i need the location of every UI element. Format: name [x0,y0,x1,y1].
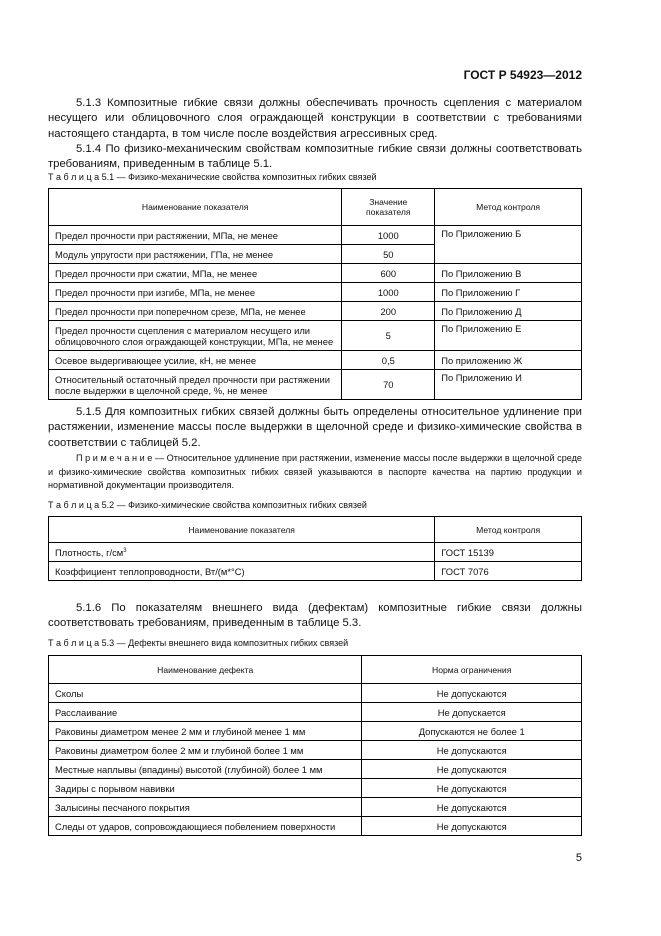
superscript: 3 [123,547,127,554]
table-row [49,226,582,245]
table-row [49,264,582,283]
cell-value: 200 [342,302,435,321]
table-row [49,760,582,779]
paragraph-5-1-4: 5.1.4 По физико-механическим свойствам композитные гибкие связи должны соответствовать требованиям, приведенным в таблице 5.1. [48,143,582,171]
cell-method: По Приложению В [435,264,582,283]
cell-method: По Приложению И [435,370,582,400]
caption-label: Т а б л и ц а [48,638,100,648]
paragraph-5-1-5: 5.1.5 Для композитных гибких связей должны быть определены относительное удлинение при растяжении, изменение массы после выдержки в щелочной среде и физико-химические свойства в соответствии с таблицей 5.2. [48,406,582,449]
cell-name: Предел прочности при сжатии, МПа, не менее [49,264,342,283]
paragraph-5-1-3: 5.1.3 Композитные гибкие связи должны обеспечивать прочность сцепления с материалом несущего или облицовочного слоя ограждающей конструкции в соответствии с требованиями настоящего стандарта, в том числе после воздействия агрессивных сред. [48,97,582,140]
cell-method: По Приложению Г [435,283,582,302]
table-5-3 [48,655,582,836]
cell-method: По Приложению Б [435,226,582,264]
cell-value: 1000 [342,226,435,245]
cell-name: Предел прочности сцепления с материалом несущего или облицовочного слоя ограждающей конструкции, МПа, не менее [49,321,342,351]
cell-defect: Следы от ударов, сопровождающиеся побелением поверхности [49,817,362,836]
cell-norm: Не допускается [362,703,582,722]
table-row [49,562,582,581]
table-row [49,722,582,741]
header-value: Значение показателя [342,189,435,226]
table-5-2-caption [48,500,367,510]
cell-method: По приложению Ж [435,351,582,370]
cell-name: Относительный остаточный предел прочности при растяжении после выдержки в щелочной среде, %, не менее [49,370,342,400]
cell-value: 600 [342,264,435,283]
cell-defect: Расслаивание [49,703,362,722]
table-row [49,684,582,703]
table-header-row [49,189,582,226]
header-name: Наименование показателя [49,517,435,543]
cell-value: 1000 [342,283,435,302]
caption-label: Т а б л и ц а [48,500,100,510]
table-row [49,351,582,370]
cell-name: Осевое выдергивающее усилие, кН, не менее [49,351,342,370]
cell-value: 0,5 [342,351,435,370]
cell-norm: Не допускаются [362,817,582,836]
table-row [49,543,582,562]
cell-defect: Местные наплывы (впадины) высотой (глубиной) более 1 мм [49,760,362,779]
table-row [49,817,582,836]
cell-method: По Приложению Д [435,302,582,321]
header-norm: Норма ограничения [362,656,582,684]
cell-defect: Залысины песчаного покрытия [49,798,362,817]
cell-defect: Сколы [49,684,362,703]
cell-method: ГОСТ 7076 [435,562,582,581]
table-row [49,798,582,817]
caption-text: 5.2 — Физико-химические свойства композитных гибких связей [99,500,367,510]
header-defect: Наименование дефекта [49,656,362,684]
cell-method: ГОСТ 15139 [435,543,582,562]
table-row [49,283,582,302]
cell-defect: Раковины диаметром менее 2 мм и глубиной менее 1 мм [49,722,362,741]
table-row [49,703,582,722]
table-row [49,302,582,321]
caption-text: 5.3 — Дефекты внешнего вида композитных гибких связей [99,638,349,648]
caption-label: Т а б л и ц а [48,172,100,182]
cell-name [49,543,435,562]
table-row [49,741,582,760]
table-header-row [49,517,582,543]
density-label: Плотность, г/см [55,546,124,558]
cell-norm: Не допускаются [362,760,582,779]
cell-defect: Задиры с порывом навивки [49,779,362,798]
note [48,452,582,493]
table-header-row [49,656,582,684]
cell-norm: Не допускаются [362,779,582,798]
cell-value: 70 [342,370,435,400]
header-name: Наименование показателя [49,189,342,226]
table-row [49,321,582,351]
page-number: 5 [575,852,582,864]
table-5-2 [48,516,582,581]
cell-norm: Не допускаются [362,684,582,703]
cell-defect: Раковины диаметром более 2 мм и глубиной более 1 мм [49,741,362,760]
cell-norm: Не допускаются [362,741,582,760]
cell-name: Предел прочности при изгибе, МПа, не менее [49,283,342,302]
note-label: П р и м е ч а н и е [76,453,153,463]
table-row [49,779,582,798]
table-5-1 [48,188,582,400]
paragraph-5-1-6: 5.1.6 По показателям внешнего вида (дефектам) композитные гибкие связи должны соответствовать требованиям, приведенным в таблице 5.3. [48,602,582,630]
cell-value: 5 [342,321,435,351]
note-text: — Относительное удлинение при растяжении, изменение массы после выдержки в щелочной среде и физико-химические свойства композитных гибких связей указываются в паспорте качества на партию продукции и нормативной документации производителя. [48,453,582,491]
cell-norm: Допускаются не более 1 [362,722,582,741]
table-row [49,370,582,400]
cell-name: Модуль упругости при растяжении, ГПа, не менее [49,245,342,264]
cell-name: Коэффициент теплопроводности, Вт/(м*°С) [49,562,435,581]
cell-method: По Приложению Е [435,321,582,351]
cell-value: 50 [342,245,435,264]
cell-norm: Не допускаются [362,798,582,817]
cell-name: Предел прочности при растяжении, МПа, не менее [49,226,342,245]
table-5-1-caption [48,172,377,182]
header-method: Метод контроля [435,189,582,226]
header-method: Метод контроля [435,517,582,543]
cell-name: Предел прочности при поперечном срезе, МПа, не менее [49,302,342,321]
standard-header: ГОСТ Р 54923—2012 [463,68,582,82]
caption-text: 5.1 — Физико-механические свойства композитных гибких связей [99,172,377,182]
table-5-3-caption [48,638,348,648]
